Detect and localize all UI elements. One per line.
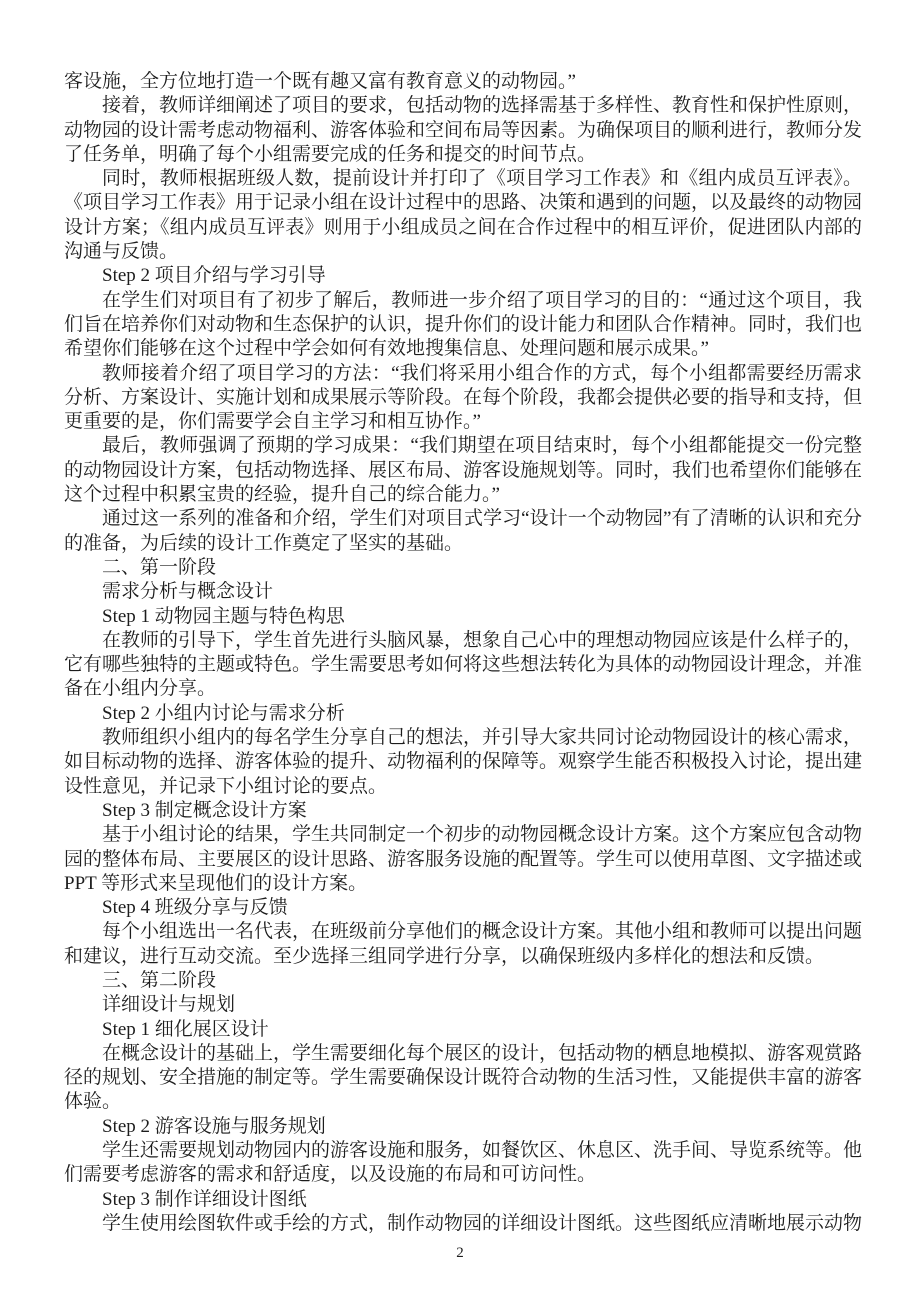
paragraph: 在教师的引导下，学生首先进行头脑风暴，想象自己心中的理想动物园应该是什么样子的，它有哪些独特的主题或特色。学生需要思考如何将这些想法转化为具体的动物园设计理念，并准备在小组内分享。 xyxy=(64,629,863,700)
paragraph: 学生使用绘图软件或手绘的方式，制作动物园的详细设计图纸。这些图纸应清晰地展示动物 xyxy=(102,1212,863,1234)
page-footer xyxy=(0,1244,920,1262)
step-heading: Step 2 小组内讨论与需求分析 xyxy=(102,702,345,724)
step-heading: Step 3 制作详细设计图纸 xyxy=(102,1188,307,1210)
page-number: 2 xyxy=(456,1245,464,1261)
paragraph: 接着，教师详细阐述了项目的要求，包括动物的选择需基于多样性、教育性和保护性原则，动物园的设计需考虑动物福利、游客体验和空间布局等因素。为确保项目的顺利进行，教师分发了任务单，明确了每个小组需要完成的任务和提交的时间节点。 xyxy=(64,95,863,165)
section-heading: 需求分析与概念设计 xyxy=(102,581,274,603)
step-heading: Step 3 制定概念设计方案 xyxy=(102,799,307,821)
step-heading: Step 1 细化展区设计 xyxy=(102,1018,269,1040)
paragraph: 在学生们对项目有了初步了解后，教师进一步介绍了项目学习的目的：“通过这个项目，我们旨在培养你们对动物和生态保护的认识，提升你们的设计能力和团队合作精神。同时，我们也希望你们能够在这个过程中学会如何有效地搜集信息、处理问题和展示成果。” xyxy=(64,289,863,360)
section-heading: 详细设计与规划 xyxy=(102,994,236,1016)
step-heading: Step 1 动物园主题与特色构思 xyxy=(102,605,345,627)
step-heading: Step 2 项目介绍与学习引导 xyxy=(102,265,326,287)
document-body xyxy=(64,70,862,1236)
paragraph: 学生还需要规划动物园内的游客设施和服务，如餐饮区、休息区、洗手间、导览系统等。他们需要考虑游客的需求和舒适度，以及设施的布局和可访问性。 xyxy=(64,1140,863,1186)
paragraph: 在概念设计的基础上，学生需要细化每个展区的设计，包括动物的栖息地模拟、游客观赏路径的规划、安全措施的制定等。学生需要确保设计既符合动物的生活习性，又能提供丰富的游客体验。 xyxy=(64,1042,863,1113)
paragraph: 同时，教师根据班级人数，提前设计并打印了《项目学习工作表》和《组内成员互评表》。《项目学习工作表》用于记录小组在设计过程中的思路、决策和遇到的问题，以及最终的动物园设计方案；《组内成员互评表》则用于小组成员之间在合作过程中的相互评价，促进团队内部的沟通与反馈。 xyxy=(64,168,863,263)
paragraph: 通过这一系列的准备和介绍，学生们对项目式学习“设计一个动物园”有了清晰的认识和充分的准备，为后续的设计工作奠定了坚实的基础。 xyxy=(64,508,862,554)
paragraph: 每个小组选出一名代表，在班级前分享他们的概念设计方案。其他小组和教师可以提出问题和建议，进行互动交流。至少选择三组同学进行分享，以确保班级内多样化的想法和反馈。 xyxy=(64,921,863,967)
section-heading: 二、第一阶段 xyxy=(102,556,217,578)
paragraph: 基于小组讨论的结果，学生共同制定一个初步的动物园概念设计方案。这个方案应包含动物园的整体布局、主要展区的设计思路、游客服务设施的配置等。学生可以使用草图、文字描述或 PPT 等形式来呈现他们的设计方案。 xyxy=(64,824,863,894)
paragraph: 客设施，全方位地打造一个既有趣又富有教育意义的动物园。” xyxy=(64,71,576,92)
step-heading: Step 4 班级分享与反馈 xyxy=(102,897,288,919)
paragraph: 教师接着介绍了项目学习的方法：“我们将采用小组合作的方式，每个小组都需要经历需求分析、方案设计、实施计划和成果展示等阶段。在每个阶段，我都会提供必要的指导和支持，但更重要的是，你们需要学会自主学习和相互协作。” xyxy=(64,362,863,433)
paragraph: 最后，教师强调了预期的学习成果：“我们期望在项目结束时，每个小组都能提交一份完整的动物园设计方案，包括动物选择、展区布局、游客设施规划等。同时，我们也希望你们能够在这个过程中积累宝贵的经验，提升自己的综合能力。” xyxy=(64,435,863,506)
step-heading: Step 2 游客设施与服务规划 xyxy=(102,1115,326,1137)
section-heading: 三、第二阶段 xyxy=(102,969,217,991)
paragraph: 教师组织小组内的每名学生分享自己的想法，并引导大家共同讨论动物园设计的核心需求，如目标动物的选择、游客体验的提升、动物福利的保障等。观察学生能否积极投入讨论，提出建设性意见，并记录下小组讨论的要点。 xyxy=(64,727,863,797)
